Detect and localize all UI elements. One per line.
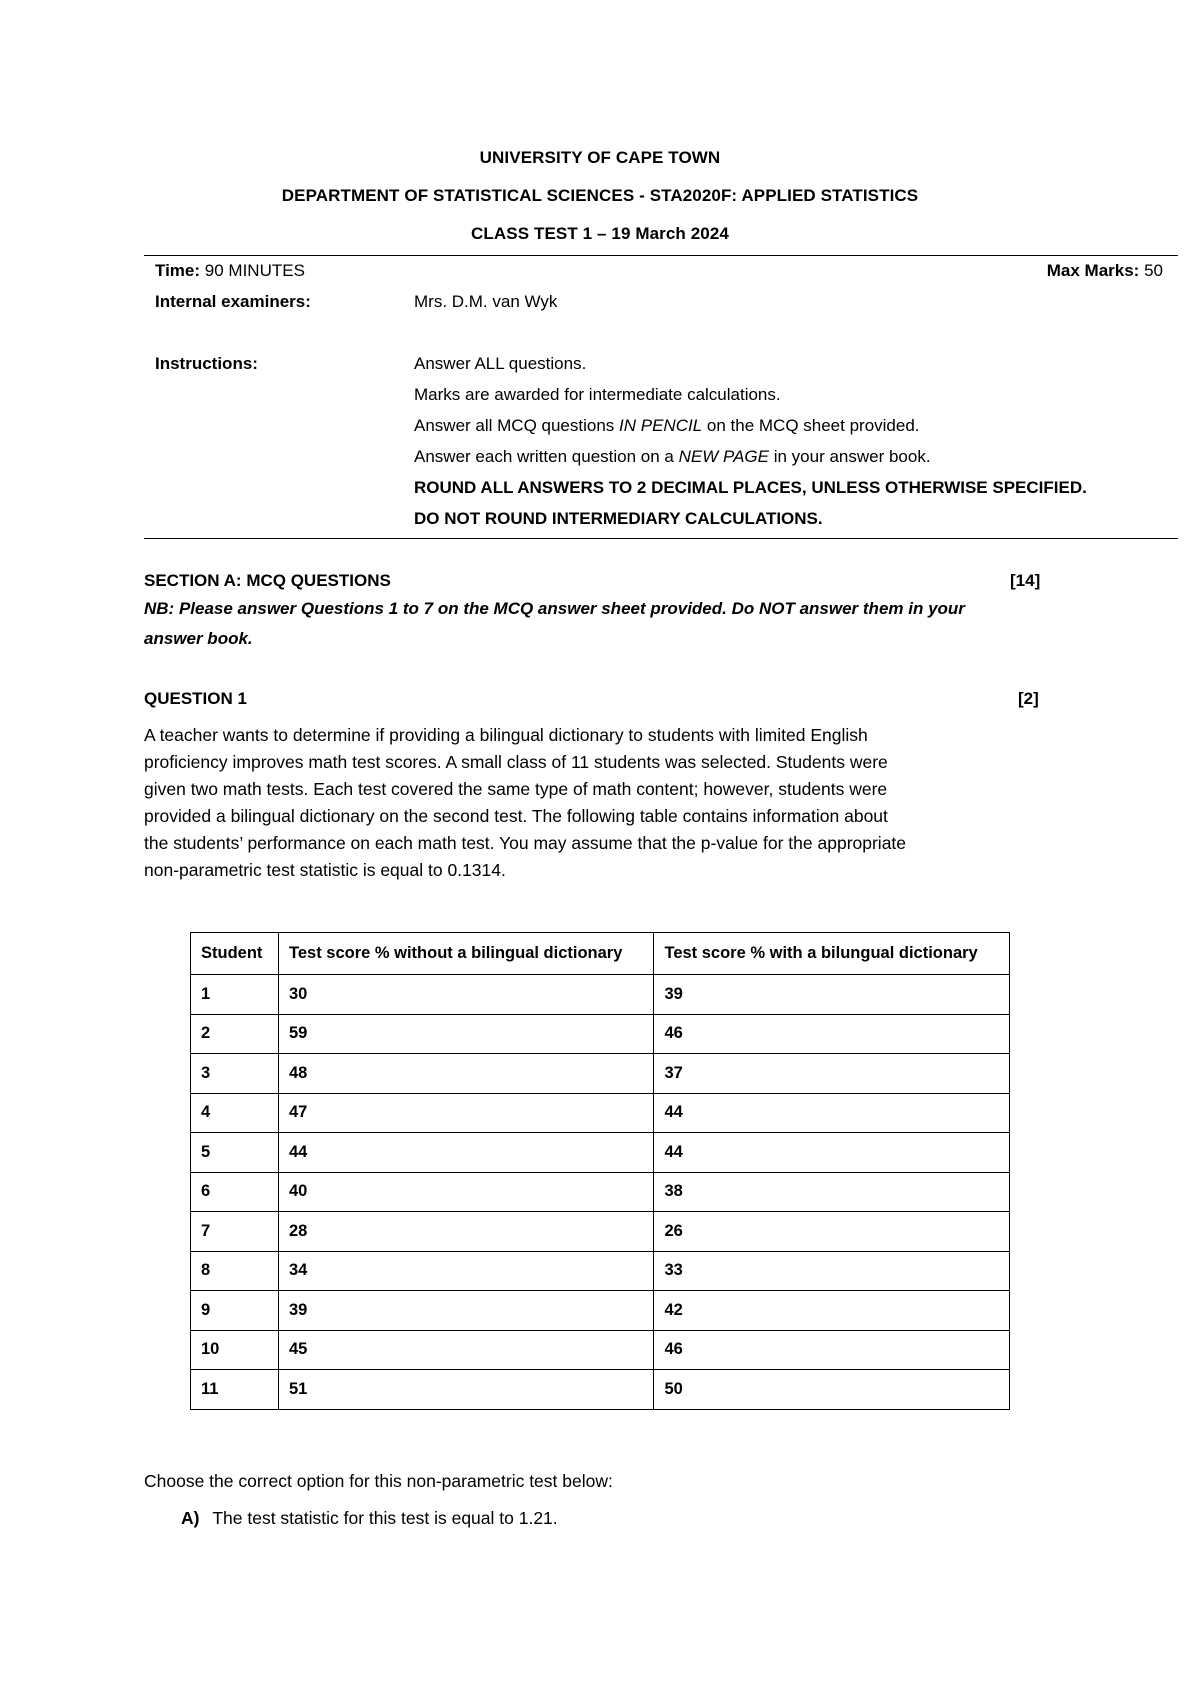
table-row [191, 1093, 1010, 1133]
test-title: CLASS TEST 1 – 19 March 2024 [471, 224, 729, 243]
header-without-dictionary: Test score % without a bilingual dictionary [278, 933, 653, 975]
cell-without-dictionary: 28 [278, 1212, 653, 1252]
cell-with-dictionary: 44 [654, 1093, 1010, 1133]
table-row [191, 975, 1010, 1015]
max-marks-row [1047, 260, 1163, 282]
table-row [191, 1054, 1010, 1094]
instruction-line [414, 384, 781, 406]
instruction-line [414, 446, 931, 468]
cell-student: 2 [191, 1014, 279, 1054]
cell-without-dictionary: 45 [278, 1330, 653, 1370]
header-with-dictionary: Test score % with a bilungual dictionary [654, 933, 1010, 975]
cell-student: 1 [191, 975, 279, 1015]
section-a-note: NB: Please answer Questions 1 to 7 on the MCQ answer sheet provided. Do NOT answer them in your [144, 599, 965, 618]
cell-student: 10 [191, 1330, 279, 1370]
question-1-line: provided a bilingual dictionary on the second test. The following table contains information about [144, 806, 888, 826]
option-a-text: The test statistic for this test is equal to 1.21. [212, 1508, 558, 1528]
cell-without-dictionary: 48 [278, 1054, 653, 1094]
question-1-title: QUESTION 1 [144, 689, 247, 708]
cell-student: 5 [191, 1133, 279, 1173]
cell-with-dictionary: 37 [654, 1054, 1010, 1094]
instruction-text: Answer each written question on a [414, 447, 679, 466]
cell-student: 7 [191, 1212, 279, 1252]
instruction-text: Answer all MCQ questions [414, 416, 620, 435]
question-1-body [144, 722, 1044, 884]
question-1-marks: [2] [1018, 689, 1039, 708]
question-1-line: proficiency improves math test scores. A small class of 11 students was selected. Students were [144, 752, 888, 772]
cell-without-dictionary: 44 [278, 1133, 653, 1173]
table-row [191, 1330, 1010, 1370]
instruction-emphasis: NEW PAGE [678, 447, 769, 466]
cell-student: 11 [191, 1370, 279, 1410]
cell-student: 4 [191, 1093, 279, 1133]
cell-with-dictionary: 39 [654, 975, 1010, 1015]
question-1-line: A teacher wants to determine if providing a bilingual dictionary to students with limited English [144, 725, 868, 745]
cell-with-dictionary: 50 [654, 1370, 1010, 1410]
cell-with-dictionary: 46 [654, 1014, 1010, 1054]
cell-without-dictionary: 30 [278, 975, 653, 1015]
question-1-line: the students’ performance on each math test. You may assume that the p-value for the appropriate [144, 833, 907, 853]
cell-without-dictionary: 34 [278, 1251, 653, 1291]
table-row [191, 1291, 1010, 1331]
table-header-row [191, 933, 1010, 975]
cell-student: 8 [191, 1251, 279, 1291]
examiners-label: Internal examiners: [155, 292, 311, 311]
option-a-letter: A) [181, 1508, 200, 1528]
bottom-divider [144, 538, 1178, 539]
cell-with-dictionary: 26 [654, 1212, 1010, 1252]
instruction-text: Marks are awarded for intermediate calculations. [414, 385, 781, 404]
time-value: 90 MINUTES [204, 261, 305, 280]
instruction-text: in your answer book. [768, 447, 931, 466]
table-row [191, 1014, 1010, 1054]
department-title: DEPARTMENT OF STATISTICAL SCIENCES - STA2020F: APPLIED STATISTICS [281, 186, 919, 205]
table-row [191, 1370, 1010, 1410]
cell-without-dictionary: 39 [278, 1291, 653, 1331]
question-1-line: non-parametric test statistic is equal to 0.1314. [144, 860, 506, 880]
instruction-rounding: ROUND ALL ANSWERS TO 2 DECIMAL PLACES, UNLESS OTHERWISE SPECIFIED. [414, 478, 1087, 497]
cell-without-dictionary: 51 [278, 1370, 653, 1410]
table-row [191, 1133, 1010, 1173]
cell-student: 9 [191, 1291, 279, 1331]
table-body [191, 975, 1010, 1410]
cell-with-dictionary: 44 [654, 1133, 1010, 1173]
time-row [155, 260, 305, 282]
cell-with-dictionary: 42 [654, 1291, 1010, 1331]
table-row [191, 1251, 1010, 1291]
cell-student: 3 [191, 1054, 279, 1094]
section-a-note-cont: answer book. [144, 629, 253, 648]
section-a-marks: [14] [1010, 571, 1041, 590]
cell-with-dictionary: 46 [654, 1330, 1010, 1370]
instruction-text: Answer ALL questions. [414, 354, 587, 373]
time-label: Time: [155, 261, 201, 280]
table-row [191, 1172, 1010, 1212]
instruction-line [414, 353, 586, 375]
question-1-prompt: Choose the correct option for this non-parametric test below: [144, 1471, 613, 1491]
option-a [181, 1507, 558, 1529]
header-student: Student [191, 933, 279, 975]
section-a-title: SECTION A: MCQ QUESTIONS [144, 571, 391, 590]
table-row [191, 1212, 1010, 1252]
cell-with-dictionary: 38 [654, 1172, 1010, 1212]
cell-without-dictionary: 59 [278, 1014, 653, 1054]
max-marks-label: Max Marks: [1046, 261, 1140, 280]
instructions-label: Instructions: [155, 354, 258, 373]
university-title: UNIVERSITY OF CAPE TOWN [479, 148, 721, 167]
instruction-text: on the MCQ sheet provided. [702, 416, 920, 435]
examiners-value: Mrs. D.M. van Wyk [414, 292, 558, 311]
cell-with-dictionary: 33 [654, 1251, 1010, 1291]
cell-without-dictionary: 40 [278, 1172, 653, 1212]
instruction-emphasis: IN PENCIL [619, 416, 703, 435]
scores-table [190, 932, 1010, 1410]
question-1-line: given two math tests. Each test covered the same type of math content; however, students were [144, 779, 888, 799]
instruction-no-rounding: DO NOT ROUND INTERMEDIARY CALCULATIONS. [414, 509, 823, 528]
instruction-line [414, 415, 920, 437]
top-divider [144, 255, 1178, 256]
cell-student: 6 [191, 1172, 279, 1212]
max-marks-value: 50 [1144, 261, 1163, 280]
cell-without-dictionary: 47 [278, 1093, 653, 1133]
